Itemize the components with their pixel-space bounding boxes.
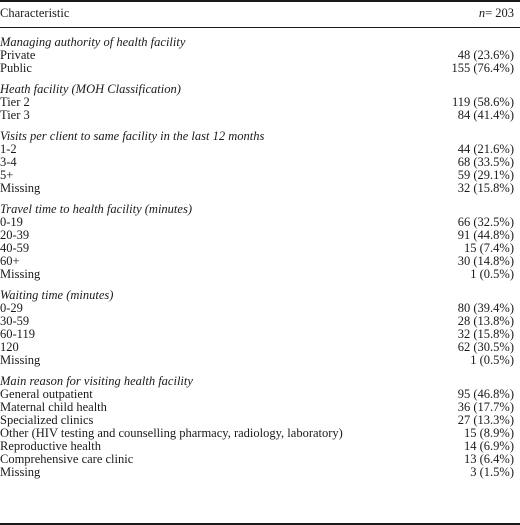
table-bottom-rule [0,523,520,525]
row-label: 60+ [0,254,20,268]
row-label: 1-2 [0,142,17,156]
table-row [0,156,520,169]
row-label: Maternal child health [0,400,107,414]
section-title: Heath facility (MOH Classification) [0,82,181,96]
row-label: Missing [0,353,41,367]
row-value: 48 (23.6%) [457,48,514,62]
section-title: Waiting time (minutes) [0,288,114,302]
row-label: Comprehensive care clinic [0,452,134,466]
row-value: 59 (29.1%) [457,168,514,182]
table-row [0,354,520,367]
row-label: Public [0,61,32,75]
row-value: 36 (17.7%) [457,400,514,414]
row-label: 0-29 [0,301,23,315]
row-value: 66 (32.5%) [457,215,514,229]
table-row [0,315,520,328]
table-row [0,328,520,341]
section-title: Visits per client to same facility in the last 12 months [0,129,265,143]
row-value: 119 (58.6%) [451,95,514,109]
row-label: Missing [0,181,41,195]
table-row [0,255,520,268]
table-body [0,36,520,479]
row-label: Other (HIV testing and counselling pharmacy, radiology, laboratory) [0,426,343,440]
row-value: 1 (0.5%) [470,267,514,281]
row-label: Specialized clinics [0,413,94,427]
table-row [0,229,520,242]
row-value: 15 (7.4%) [464,241,514,255]
row-value: 14 (6.9%) [464,439,514,453]
row-value: 32 (15.8%) [457,181,514,195]
row-label: Reproductive health [0,439,102,453]
row-value: 32 (15.8%) [457,327,514,341]
row-label: Tier 3 [0,108,30,122]
table-row [0,341,520,354]
row-label: 3-4 [0,155,17,169]
table-row [0,268,520,281]
row-label: 60-119 [0,327,35,341]
row-value: 1 (0.5%) [470,353,514,367]
n-value: = 203 [485,6,514,20]
table-section [0,36,520,75]
row-label: 5+ [0,168,14,182]
table-row [0,182,520,195]
section-title: Travel time to health facility (minutes) [0,202,192,216]
row-value: 68 (33.5%) [457,155,514,169]
row-value: 95 (46.8%) [457,387,514,401]
row-label: 20-39 [0,228,30,242]
table-row [0,216,520,229]
table-row [0,169,520,182]
row-label: General outpatient [0,387,93,401]
table-row [0,109,520,122]
table-section [0,203,520,281]
table-section [0,289,520,367]
n-symbol: n [478,6,486,20]
table-row [0,302,520,315]
row-value: 155 (76.4%) [451,61,514,75]
row-value: 62 (30.5%) [457,340,514,354]
header-rule [0,27,520,28]
section-title: Managing authority of health facility [0,35,186,49]
row-label: Missing [0,267,41,281]
row-label: 30-59 [0,314,30,328]
table-row [0,453,520,466]
table-row [0,242,520,255]
row-label: 0-19 [0,215,23,229]
column-header-n [479,7,514,21]
column-header-characteristic: Characteristic [0,6,70,20]
row-value: 80 (39.4%) [457,301,514,315]
row-value: 27 (13.3%) [457,413,514,427]
table-section [0,83,520,122]
row-label: 40-59 [0,241,30,255]
table-row [0,143,520,156]
row-value: 44 (21.6%) [457,142,514,156]
table-section [0,130,520,195]
row-value: 3 (1.5%) [470,465,514,479]
table-section [0,375,520,479]
row-label: Tier 2 [0,95,30,109]
row-label: Missing [0,465,41,479]
row-value: 13 (6.4%) [464,452,514,466]
table-row [0,62,520,75]
row-value: 15 (8.9%) [464,426,514,440]
table-row [0,96,520,109]
row-label: Private [0,48,36,62]
section-title: Main reason for visiting health facility [0,374,193,388]
table-row [0,466,520,479]
row-value: 84 (41.4%) [457,108,514,122]
table-top-rule [0,0,520,2]
row-label: 120 [0,340,19,354]
table-row [0,49,520,62]
row-value: 28 (13.8%) [457,314,514,328]
row-value: 91 (44.8%) [457,228,514,242]
row-value: 30 (14.8%) [457,254,514,268]
